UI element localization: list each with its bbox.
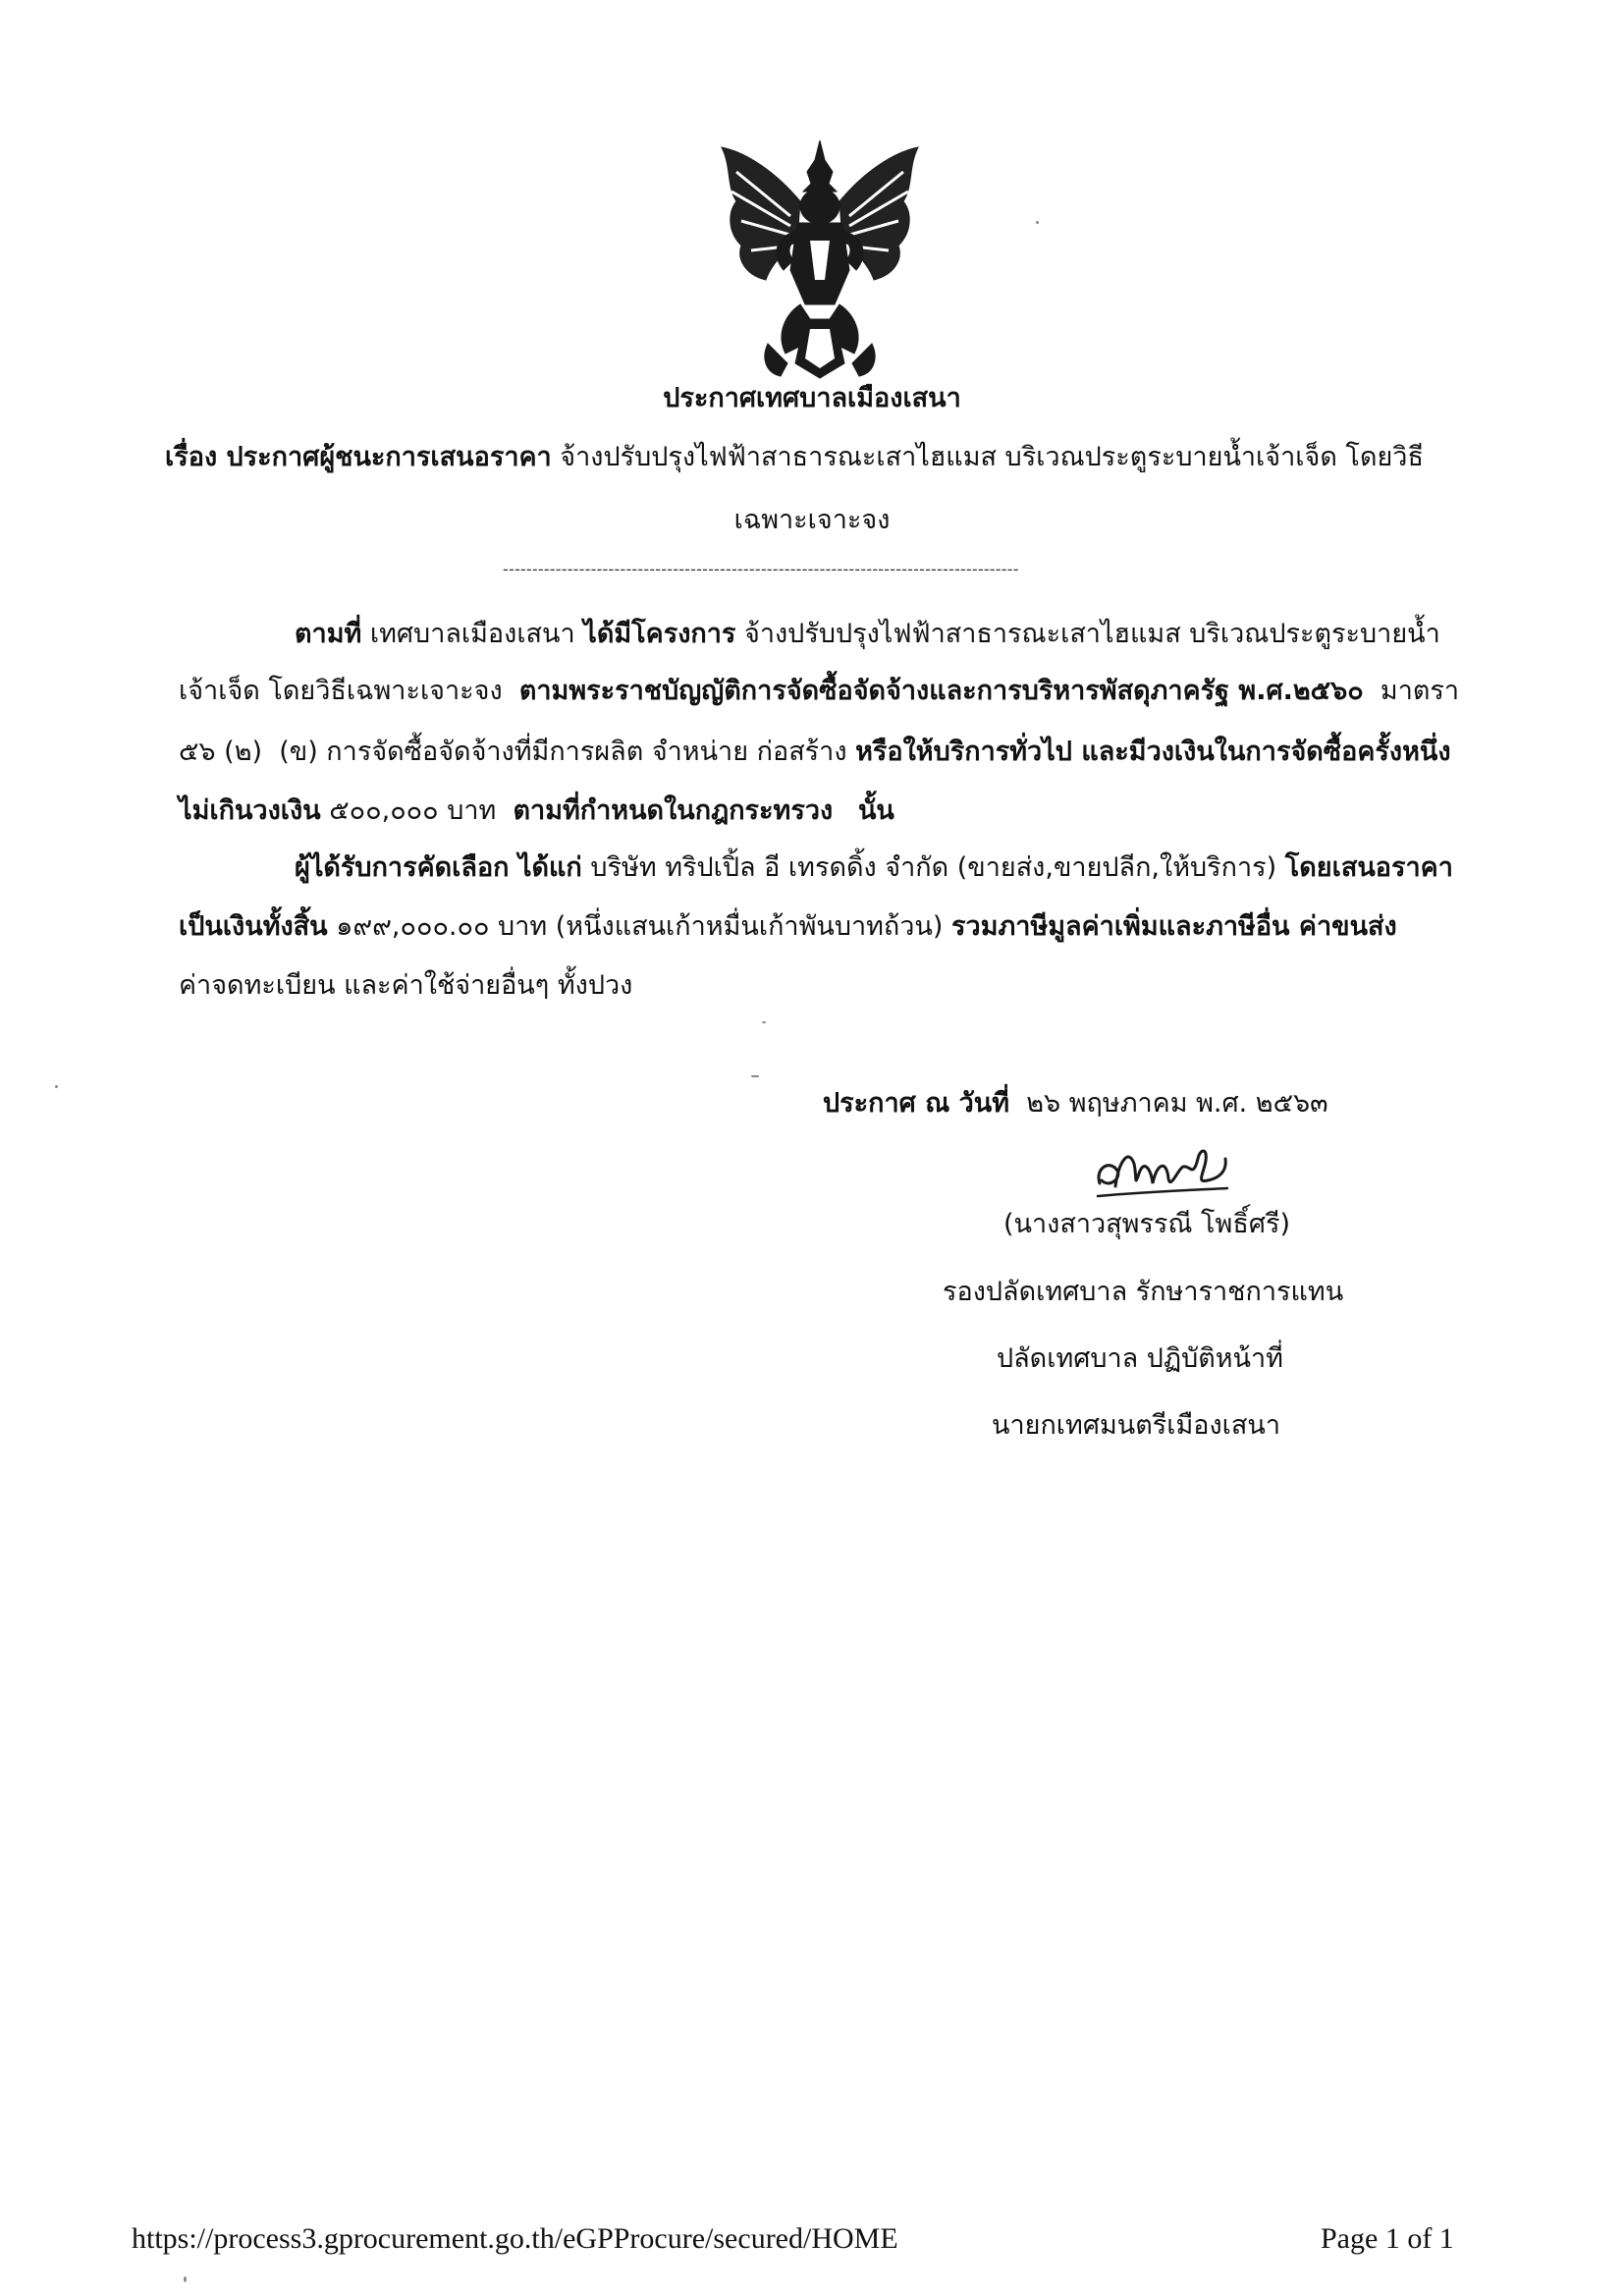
body-text: เป็นเงินทั้งสิ้น	[179, 911, 328, 942]
body-text: ๕๐๐,๐๐๐ บาท	[329, 795, 497, 826]
handwritten-signature	[1080, 1129, 1247, 1208]
date-label: ประกาศ ณ วันที่	[823, 1088, 1010, 1119]
body-text: รวมภาษีมูลค่าเพิ่มและภาษีอื่น ค่าขนส่ง	[951, 911, 1397, 942]
subject-line	[165, 444, 1424, 470]
body-text: ตามพระราชบัญญัติการจัดซื้อจัดจ้างและการบริหารพัสดุภาครัฐ พ.ศ.๒๕๖๐	[518, 676, 1364, 706]
footer-url: https://process3.gprocurement.go.th/eGPProcure/secured/HOME	[132, 2222, 898, 2255]
subject-line-continued: เฉพาะเจาะจง	[733, 505, 891, 535]
page-number: Page 1 of 1	[1321, 2222, 1454, 2255]
body-text: นั้น	[857, 795, 894, 826]
scan-speck	[762, 1021, 766, 1023]
body-text: ๕๖ (๒)	[179, 737, 263, 767]
body-text: ไม่เกินวงเงิน	[179, 795, 321, 826]
body-line-3	[179, 738, 1451, 765]
body-text: ได้มีโครงการ	[583, 619, 736, 649]
scan-speck	[1036, 221, 1039, 224]
garuda-emblem-icon	[707, 133, 933, 383]
body-line-1	[295, 621, 1440, 647]
signatory-position-1: รองปลัดเทศบาล รักษาราชการแทน	[943, 1277, 1344, 1307]
document-title: ประกาศเทศบาลเมืองเสนา	[663, 383, 961, 413]
body-text: (ข) การจัดซื้อจัดจ้างที่มีการผลิต จำหน่าย ก่อสร้าง	[279, 737, 847, 767]
scan-speck	[751, 1075, 759, 1077]
body-line-7: ค่าจดทะเบียน และค่าใช้จ่ายอื่นๆ ทั้งปวง	[179, 970, 633, 1001]
body-text: จ้างปรับปรุงไฟฟ้าสาธารณะเสาไฮแมส บริเวณประตูระบายน้ำ	[744, 619, 1440, 649]
announcement-date	[823, 1090, 1328, 1117]
body-text: ตามที่กำหนดในกฎกระทรวง	[513, 795, 834, 826]
subject-text: จ้างปรับปรุงไฟฟ้าสาธารณะเสาไฮแมส บริเวณประตูระบายน้ำเจ้าเจ็ด โดยวิธี	[560, 442, 1424, 472]
date-value: ๒๖ พฤษภาคม พ.ศ. ๒๕๖๓	[1026, 1088, 1328, 1119]
divider: ----------------------------------------------------------------------------------------	[503, 560, 1019, 578]
body-text: เทศบาลเมืองเสนา	[369, 619, 575, 649]
subject-label: เรื่อง ประกาศผู้ชนะการเสนอราคา	[165, 442, 552, 472]
signatory-position-3: นายกเทศมนตรีเมืองเสนา	[992, 1410, 1280, 1441]
signatory-position-2: ปลัดเทศบาล ปฏิบัติหน้าที่	[997, 1343, 1283, 1374]
body-line-5	[295, 854, 1453, 881]
scan-speck	[55, 1085, 58, 1088]
body-text: โดยเสนอราคา	[1284, 852, 1453, 883]
signatory-name: (นางสาวสุพรรณี โพธิ์ศรี)	[1003, 1209, 1291, 1239]
body-line-4	[179, 797, 894, 824]
body-text: ๑๙๙,๐๐๐.๐๐ บาท (หนึ่งแสนเก้าหมื่นเก้าพันบาทถ้วน)	[336, 911, 944, 942]
body-text: หรือให้บริการทั่วไป และมีวงเงินในการจัดซื้อครั้งหนึ่ง	[855, 737, 1451, 767]
body-line-2	[179, 678, 1459, 704]
body-text: เจ้าเจ็ด โดยวิธีเฉพาะเจาะจง	[179, 676, 503, 706]
body-text: ผู้ได้รับการคัดเลือก ได้แก่	[295, 852, 582, 883]
body-text: ตามที่	[295, 619, 362, 649]
body-text: มาตรา	[1380, 676, 1460, 706]
body-line-6	[179, 913, 1397, 940]
scan-speck	[184, 2276, 187, 2282]
body-text: บริษัท ทริปเปิ้ล อี เทรดดิ้ง จำกัด (ขายส่ง,ขายปลีก,ให้บริการ)	[590, 852, 1277, 883]
